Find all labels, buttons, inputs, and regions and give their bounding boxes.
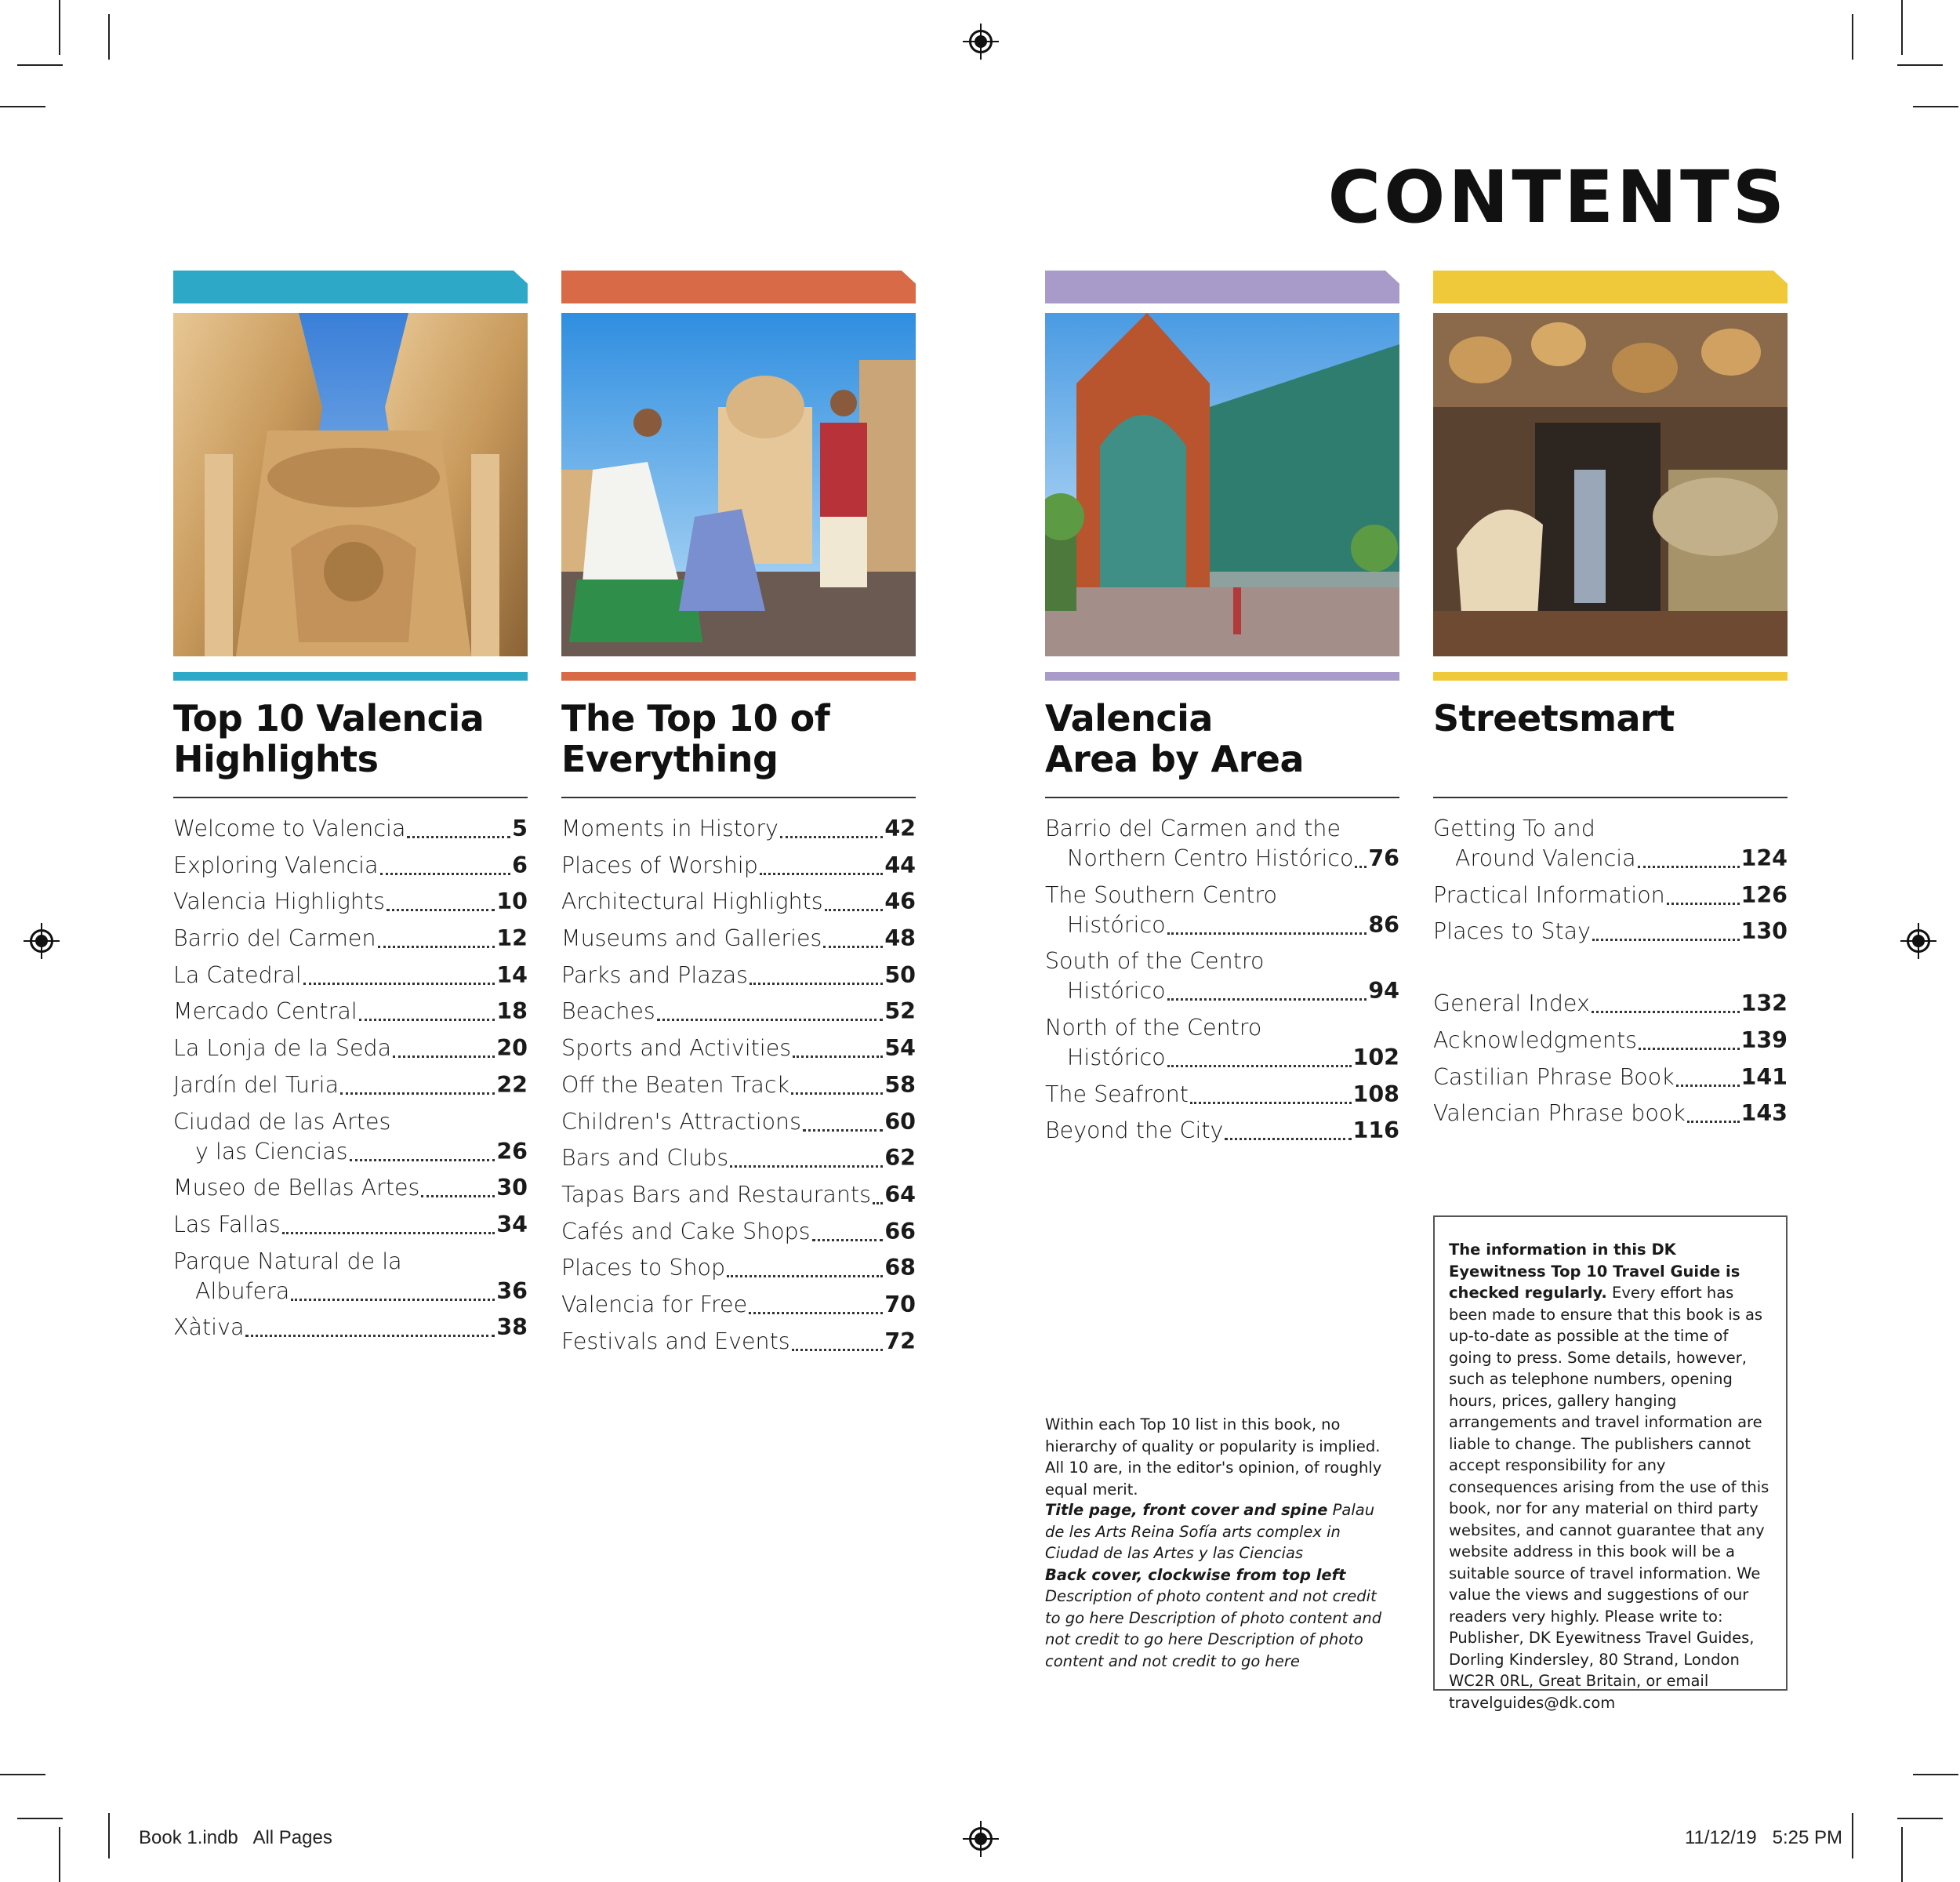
toc-entry-label: La Catedral: [173, 961, 302, 988]
toc-page-number: 143: [1740, 1100, 1788, 1127]
leader-dots: [873, 1195, 883, 1204]
toc-entry-label: Acknowledgments: [1433, 1027, 1638, 1054]
crop-mark: [1901, 0, 1903, 55]
section-streetsmart: [1433, 271, 1788, 1135]
toc-entry-label: Parks and Plazas: [561, 961, 749, 988]
toc-entry-label: Jardín del Turia: [173, 1071, 339, 1098]
toc-entry: [173, 924, 528, 954]
toc-entry: [1433, 1099, 1788, 1128]
toc-entry: [173, 961, 528, 990]
leader-dots: [1190, 1095, 1352, 1104]
crop-mark: [1852, 1813, 1853, 1858]
toc-page-number: 20: [496, 1035, 528, 1062]
leader-dots: [730, 1158, 883, 1168]
toc-entry: [1433, 917, 1788, 946]
toc-entry: [561, 851, 916, 881]
credit-title-text: Palau de les Arts Reina Sofía arts complex in Ciudad de las Artes y las Ciencias: [1045, 1501, 1375, 1562]
leader-dots: [1225, 1131, 1351, 1140]
crop-mark: [1901, 1827, 1903, 1882]
toc-entry: [1045, 814, 1399, 874]
leader-dots: [823, 939, 883, 948]
toc-entry: [1433, 1026, 1788, 1055]
toc-entry-label: Practical Information: [1433, 881, 1665, 908]
toc-page-number: 76: [1368, 845, 1399, 871]
hierarchy-note: Within each Top 10 list in this book, no hierarchy of quality or popularity is implied. All 10 are, in the editor's opinion, of roughly equal merit.: [1045, 1415, 1382, 1499]
toc-page-number: 42: [884, 816, 916, 841]
section-heading: Top 10 Valencia Highlights: [173, 697, 485, 780]
toc-entry: [561, 961, 916, 990]
toc-page-number: 44: [884, 852, 916, 878]
toc-entry-label: Getting To and: [1433, 816, 1595, 841]
toc-page-number: 64: [884, 1181, 916, 1208]
toc-page-number: 108: [1352, 1081, 1399, 1107]
crop-mark: [17, 64, 63, 66]
toc-entry: [561, 887, 916, 917]
toc-entry-label: Children's Attractions: [561, 1108, 801, 1135]
toc-page-number: 66: [884, 1218, 916, 1244]
toc-page-number: 52: [884, 998, 916, 1025]
credit-back-label: Back cover, clockwise from top left: [1045, 1565, 1346, 1584]
toc-page-number: 72: [884, 1328, 916, 1354]
toc-entry: [173, 887, 528, 917]
leader-dots: [378, 939, 495, 948]
toc-entry-label: Parque Natural de la: [173, 1248, 402, 1274]
section-heading: Valencia Area by Area: [1045, 697, 1304, 780]
leader-dots: [727, 1268, 883, 1277]
section-tab: [561, 271, 916, 303]
toc-entry: [173, 1107, 528, 1167]
toc-entry: [1433, 881, 1788, 910]
section-area-by-area: [1045, 271, 1399, 1153]
toc-entry: [173, 997, 528, 1026]
toc-entry: [561, 1217, 916, 1247]
leader-dots: [780, 829, 883, 838]
toc-list: [1433, 814, 1788, 1128]
toc-entry-label: South of the Centro: [1045, 948, 1265, 975]
footer-file: Book 1.indb All Pages: [139, 1827, 332, 1848]
toc-page-number: 50: [884, 961, 916, 988]
crop-mark: [59, 1827, 60, 1882]
mercado-colon-photo: [1045, 313, 1399, 656]
leader-dots: [657, 1012, 884, 1021]
toc-entry: [173, 1034, 528, 1063]
registration-mark-icon: [1900, 923, 1936, 959]
leader-dots: [303, 976, 495, 985]
section-bar: [561, 672, 916, 681]
info-box-text: Every effort has been made to ensure that this book is as up-to-date as possible at the time of going to press. Some details, however, such as telephone numbers, opening hours, prices, gallery hanging arrangements and travel information are liable to change. The publishers cannot accept responsibility for any consequences arising from the use of this book, nor for any material on third party websites, and cannot guarantee that any website address in this book will be a suitable source of travel information. We value the views and suggestions of our readers very highly. Please write to: Publisher, DK Eyewitness Travel Guides, Dorling Kindersley, 80 Strand, London WC2R 0RL, Great Britain, or email travelguides@dk.com: [1449, 1284, 1769, 1712]
toc-entry: [1045, 946, 1399, 1006]
leader-dots: [749, 1305, 883, 1314]
toc-entry-label: Valencian Phrase book: [1433, 1100, 1686, 1127]
toc-page-number: 68: [884, 1255, 916, 1281]
toc-entry-label: General Index: [1433, 990, 1590, 1017]
toc-entry: [1433, 1063, 1788, 1092]
basket-shop-photo: [1433, 313, 1788, 656]
leader-dots: [387, 902, 495, 911]
toc-page-number: 48: [884, 925, 916, 952]
toc-entry-label: Bars and Clubs: [561, 1145, 729, 1172]
info-box-bold: The information in this DK Eyewitness Top 10 Travel Guide is checked regularly.: [1449, 1241, 1740, 1302]
toc-page-number: 46: [884, 888, 916, 915]
leader-dots: [350, 1152, 495, 1161]
toc-entry-label-continued: Histórico: [1067, 911, 1166, 938]
toc-entry: [1045, 1080, 1399, 1110]
leader-dots: [803, 1122, 883, 1132]
toc-entry: [1433, 814, 1788, 874]
leader-dots: [792, 1342, 884, 1351]
crop-mark: [1897, 64, 1943, 66]
toc-page-number: 38: [496, 1314, 528, 1341]
toc-page-number: 60: [884, 1108, 916, 1135]
toc-page-number: 126: [1740, 881, 1788, 908]
section-bar: [1045, 672, 1399, 681]
leader-dots: [1676, 1077, 1740, 1087]
folk-dancers-photo: [561, 313, 916, 656]
section-everything: [561, 271, 916, 1363]
crop-mark: [59, 0, 60, 55]
leader-dots: [812, 1232, 884, 1241]
section-rule: [1433, 797, 1788, 798]
toc-page-number: 141: [1740, 1063, 1788, 1090]
section-heading: Streetsmart: [1433, 697, 1675, 739]
toc-entry: [561, 1253, 916, 1283]
toc-page-number: 70: [884, 1291, 916, 1317]
toc-page-number: 22: [496, 1071, 528, 1098]
toc-entry-label: Tapas Bars and Restaurants: [561, 1181, 871, 1208]
toc-entry-label: Beyond the City: [1045, 1117, 1224, 1144]
toc-entry: [561, 1290, 916, 1320]
toc-page-number: 124: [1740, 845, 1788, 871]
toc-entry-label: Places of Worship: [561, 852, 758, 878]
toc-page-number: 26: [496, 1138, 528, 1164]
leader-dots: [793, 1048, 883, 1058]
section-heading: The Top 10 of Everything: [561, 697, 830, 780]
toc-entry-label: Sports and Activities: [561, 1035, 792, 1062]
leader-dots: [1667, 896, 1740, 905]
toc-entry-label: Museums and Galleries: [561, 925, 822, 952]
leader-dots: [1639, 1041, 1739, 1050]
section-bar: [1433, 672, 1788, 681]
credit-back-text: Description of photo content and not credit to go here Description of photo content and not credit to go here Description of photo content and not credit to go here: [1045, 1587, 1382, 1670]
section-rule: [173, 797, 528, 798]
toc-entry: [173, 1210, 528, 1240]
leader-dots: [760, 866, 884, 875]
section-rule: [1045, 797, 1399, 798]
toc-page-number: 130: [1740, 918, 1788, 945]
leader-dots: [750, 976, 883, 985]
toc-entry-label: La Lonja de la Seda: [173, 1035, 392, 1062]
toc-entry-label: Mercado Central: [173, 998, 358, 1025]
leader-dots: [1638, 859, 1740, 868]
crop-mark: [1913, 106, 1958, 107]
toc-entry-label: Off the Beaten Track: [561, 1071, 790, 1098]
toc-entry-label-continued: Around Valencia: [1455, 845, 1636, 871]
credit-title-label: Title page, front cover and spine: [1045, 1501, 1328, 1519]
toc-entry-label: The Southern Centro: [1045, 881, 1277, 908]
toc-entry: [173, 1070, 528, 1100]
toc-entry: [1045, 1013, 1399, 1073]
toc-entry-label-continued: Albufera: [195, 1277, 290, 1304]
toc-page-number: 94: [1368, 978, 1399, 1005]
toc-page-number: 30: [496, 1175, 528, 1201]
crop-mark: [1913, 1774, 1958, 1775]
toc-entry: [561, 924, 916, 954]
toc-entry: [561, 814, 916, 844]
photo-credits: [1045, 1499, 1390, 1672]
toc-entry-label: Places to Shop: [561, 1255, 726, 1281]
page-title: CONTENTS: [1327, 155, 1788, 239]
toc-entry-label-continued: Histórico: [1067, 978, 1166, 1005]
toc-entry-label: Castilian Phrase Book: [1433, 1063, 1675, 1090]
toc-list: [561, 814, 916, 1357]
leader-dots: [1355, 859, 1367, 868]
toc-page-number: 116: [1352, 1117, 1399, 1144]
toc-page-number: 10: [496, 888, 528, 915]
leader-dots: [1167, 1058, 1352, 1067]
toc-entry: [1045, 1116, 1399, 1146]
toc-page-number: 36: [496, 1277, 528, 1304]
leader-dots: [359, 1012, 495, 1021]
toc-entry-label: Valencia for Free: [561, 1291, 748, 1317]
toc-entry-label: Xàtiva: [173, 1314, 245, 1341]
crop-mark: [0, 106, 45, 107]
leader-dots: [1592, 932, 1740, 941]
toc-page-number: 54: [884, 1035, 916, 1062]
toc-entry-label: Architectural Highlights: [561, 888, 823, 915]
leader-dots: [1167, 991, 1367, 1001]
toc-entry-label: Moments in History: [561, 816, 779, 841]
leader-dots: [291, 1292, 495, 1301]
toc-page-number: 102: [1352, 1045, 1399, 1071]
toc-entry: [173, 851, 528, 881]
toc-entry: [1433, 989, 1788, 1019]
section-rule: [561, 797, 916, 798]
toc-page-number: 62: [884, 1145, 916, 1172]
leader-dots: [282, 1225, 495, 1234]
toc-entry-label-continued: Histórico: [1067, 1045, 1166, 1071]
toc-page-number: 12: [496, 925, 528, 952]
toc-list: [1045, 814, 1399, 1146]
toc-entry: [561, 1070, 916, 1100]
leader-dots: [1167, 925, 1367, 935]
toc-entry: [173, 1173, 528, 1203]
toc-page-number: 132: [1740, 990, 1788, 1017]
toc-entry-label: Barrio del Carmen: [173, 925, 376, 952]
toc-entry: [173, 1247, 528, 1306]
footer-date: 11/12/19 5:25 PM: [1684, 1827, 1842, 1848]
toc-entry-label: Welcome to Valencia: [173, 816, 406, 841]
toc-entry: [561, 1034, 916, 1063]
leader-dots: [1592, 1004, 1740, 1013]
toc-entry-label: North of the Centro: [1045, 1015, 1262, 1041]
section-bar: [173, 672, 528, 681]
leader-dots: [380, 866, 511, 875]
toc-entry-label: Cafés and Cake Shops: [561, 1218, 811, 1244]
toc-page-number: 5: [512, 816, 528, 841]
toc-entry-label: Exploring Valencia: [173, 852, 379, 878]
crop-mark: [1897, 1818, 1943, 1819]
toc-page-number: 58: [884, 1071, 916, 1098]
toc-entry: [561, 1327, 916, 1357]
registration-mark-icon: [963, 24, 999, 60]
toc-entry-label: Museo de Bellas Artes: [173, 1175, 420, 1201]
section-tab: [173, 271, 528, 303]
toc-entry-label: Valencia Highlights: [173, 888, 385, 915]
toc-page-number: 18: [496, 998, 528, 1025]
toc-page-number: 139: [1740, 1027, 1788, 1054]
toc-entry: [1045, 881, 1399, 940]
toc-entry: [173, 814, 528, 844]
registration-mark-icon: [963, 1821, 999, 1857]
toc-entry: [561, 1107, 916, 1137]
crop-mark: [108, 1813, 110, 1858]
toc-entry: [561, 997, 916, 1026]
toc-entry-label: Ciudad de las Artes: [173, 1108, 391, 1135]
toc-entry-label: The Seafront: [1045, 1081, 1189, 1107]
crop-mark: [108, 14, 110, 60]
toc-page-number: 86: [1368, 911, 1399, 938]
toc-list: [173, 814, 528, 1342]
crop-mark: [17, 1818, 63, 1819]
leader-dots: [421, 1188, 495, 1197]
toc-entry-label-continued: y las Ciencias: [195, 1138, 348, 1164]
toc-entry: [173, 1313, 528, 1342]
section-highlights: [173, 271, 528, 1350]
registration-mark-icon: [24, 923, 60, 959]
leader-dots: [1687, 1114, 1740, 1123]
toc-entry: [561, 1180, 916, 1210]
crop-mark: [0, 1774, 45, 1775]
section-tab: [1045, 271, 1399, 303]
crop-mark: [1852, 14, 1853, 60]
toc-entry-label: Barrio del Carmen and the: [1045, 816, 1341, 841]
leader-dots: [393, 1048, 495, 1058]
leader-dots: [245, 1328, 495, 1337]
toc-entry: [561, 1143, 916, 1173]
section-tab: [1433, 271, 1788, 303]
leader-dots: [340, 1085, 495, 1095]
toc-entry-label: Festivals and Events: [561, 1328, 790, 1354]
toc-entry-label-continued: Northern Centro Histórico: [1067, 845, 1354, 871]
toc-page-number: 14: [496, 961, 528, 988]
toc-entry-label: Las Fallas: [173, 1211, 281, 1237]
leader-dots: [825, 902, 884, 911]
toc-page-number: 34: [496, 1211, 528, 1237]
info-box: [1433, 1215, 1788, 1712]
leader-dots: [791, 1085, 883, 1095]
cathedral-facade-photo: [173, 313, 528, 656]
toc-page-number: 6: [512, 852, 528, 878]
leader-dots: [407, 829, 510, 838]
toc-entry-label: Beaches: [561, 998, 655, 1025]
toc-entry-label: Places to Stay: [1433, 918, 1591, 945]
